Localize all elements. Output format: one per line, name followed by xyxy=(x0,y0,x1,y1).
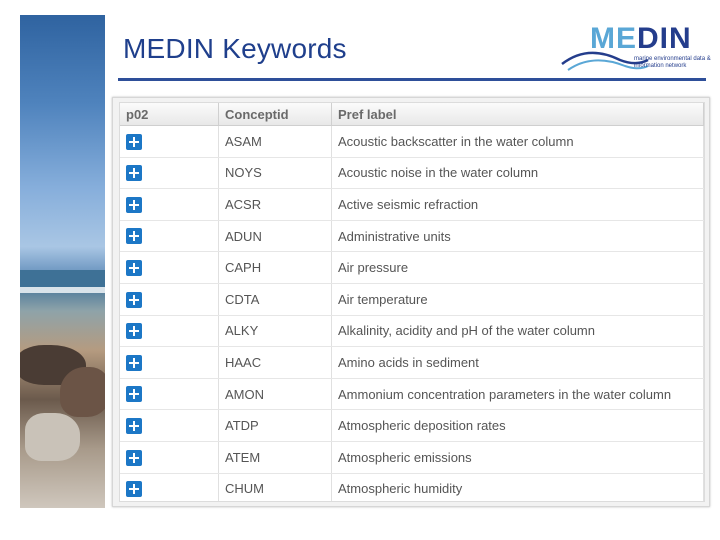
expand-cell xyxy=(120,315,219,347)
expand-plus-icon[interactable] xyxy=(126,355,142,371)
table-row[interactable] xyxy=(120,126,704,158)
concept-id-cell: ACSR xyxy=(219,189,332,221)
expand-cell xyxy=(120,378,219,410)
concept-id-cell: CHUM xyxy=(219,473,332,502)
pref-label-cell: Atmospheric emissions xyxy=(332,441,704,473)
table-row[interactable] xyxy=(120,283,704,315)
concept-id-cell: NOYS xyxy=(219,157,332,189)
pref-label-cell: Administrative units xyxy=(332,220,704,252)
expand-plus-icon[interactable] xyxy=(126,292,142,308)
concept-id-cell: ALKY xyxy=(219,315,332,347)
pref-label-cell: Atmospheric deposition rates xyxy=(332,410,704,442)
expand-plus-icon[interactable] xyxy=(126,481,142,497)
expand-cell xyxy=(120,473,219,502)
concept-id-cell: AMON xyxy=(219,378,332,410)
concept-id-cell: ASAM xyxy=(219,126,332,158)
expand-cell xyxy=(120,157,219,189)
table-row[interactable] xyxy=(120,441,704,473)
table-row[interactable] xyxy=(120,315,704,347)
expand-plus-icon[interactable] xyxy=(126,134,142,150)
table-row[interactable] xyxy=(120,157,704,189)
logo-tagline: marine environmental data & information network xyxy=(634,56,711,69)
expand-plus-icon[interactable] xyxy=(126,418,142,434)
expand-plus-icon[interactable] xyxy=(126,197,142,213)
pref-label-cell: Acoustic noise in the water column xyxy=(332,157,704,189)
expand-plus-icon[interactable] xyxy=(126,165,142,181)
expand-plus-icon[interactable] xyxy=(126,260,142,276)
column-header-conceptid[interactable]: Conceptid xyxy=(219,103,332,126)
keywords-table xyxy=(120,103,704,502)
table-row[interactable] xyxy=(120,378,704,410)
expand-cell xyxy=(120,410,219,442)
concept-id-cell: ATDP xyxy=(219,410,332,442)
concept-id-cell: CDTA xyxy=(219,283,332,315)
table-row[interactable] xyxy=(120,252,704,284)
expand-cell xyxy=(120,283,219,315)
expand-cell xyxy=(120,126,219,158)
coastal-photo xyxy=(20,15,105,508)
pref-label-cell: Atmospheric humidity xyxy=(332,473,704,502)
pref-label-cell: Amino acids in sediment xyxy=(332,347,704,379)
table-row[interactable] xyxy=(120,473,704,502)
pref-label-cell: Air temperature xyxy=(332,283,704,315)
concept-id-cell: CAPH xyxy=(219,252,332,284)
pref-label-cell: Alkalinity, acidity and pH of the water column xyxy=(332,315,704,347)
expand-plus-icon[interactable] xyxy=(126,450,142,466)
pref-label-cell: Ammonium concentration parameters in the water column xyxy=(332,378,704,410)
expand-cell xyxy=(120,347,219,379)
concept-id-cell: ADUN xyxy=(219,220,332,252)
table-header-row xyxy=(120,103,704,126)
expand-cell xyxy=(120,252,219,284)
table-row[interactable] xyxy=(120,189,704,221)
keyword-table-window xyxy=(112,97,710,507)
pref-label-cell: Air pressure xyxy=(332,252,704,284)
expand-cell xyxy=(120,441,219,473)
table-row[interactable] xyxy=(120,410,704,442)
pref-label-cell: Active seismic refraction xyxy=(332,189,704,221)
expand-plus-icon[interactable] xyxy=(126,386,142,402)
logo-word-din: DIN xyxy=(637,22,692,55)
column-header-p02[interactable]: p02 xyxy=(120,103,219,126)
logo-word-me: ME xyxy=(590,22,637,55)
page-title: MEDIN Keywords xyxy=(123,33,347,64)
concept-id-cell: HAAC xyxy=(219,347,332,379)
concept-id-cell: ATEM xyxy=(219,441,332,473)
title-divider xyxy=(118,78,706,81)
table-row[interactable] xyxy=(120,347,704,379)
expand-cell xyxy=(120,220,219,252)
pref-label-cell: Acoustic backscatter in the water column xyxy=(332,126,704,158)
expand-plus-icon[interactable] xyxy=(126,228,142,244)
column-header-pref-label[interactable]: Pref label xyxy=(332,103,704,126)
table-row[interactable] xyxy=(120,220,704,252)
expand-plus-icon[interactable] xyxy=(126,323,142,339)
expand-cell xyxy=(120,189,219,221)
medin-logo xyxy=(560,22,710,77)
